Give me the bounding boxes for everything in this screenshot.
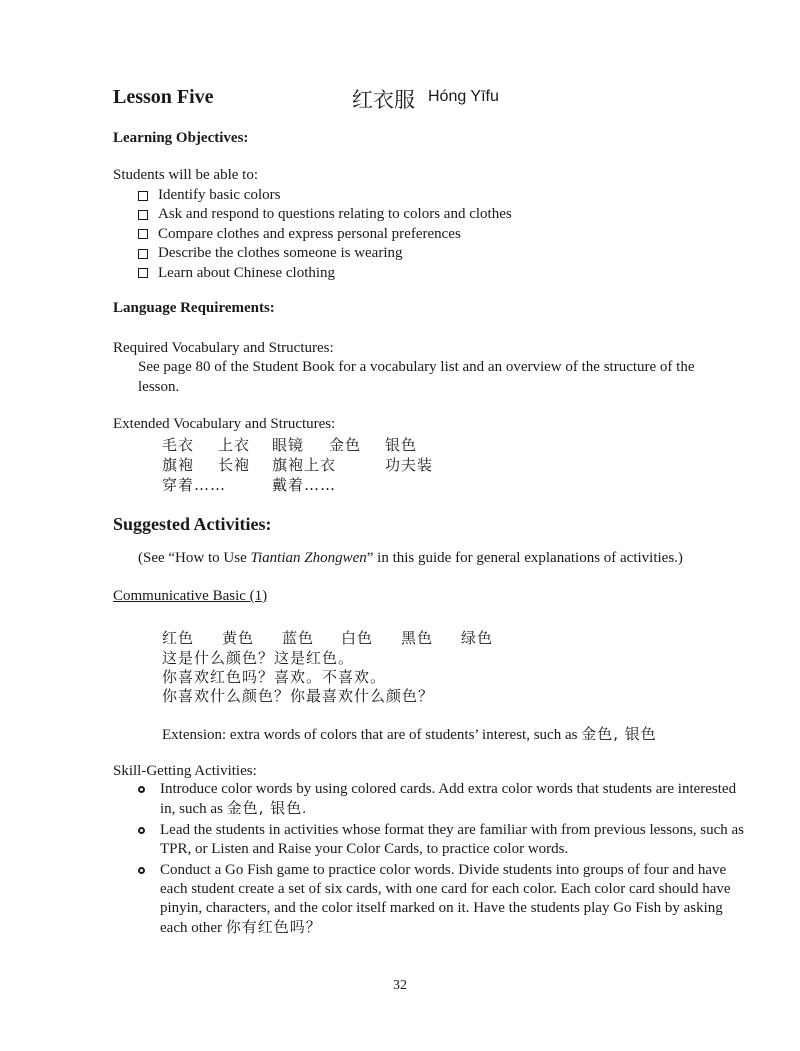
sentence: 这是什么颜色？这是红色。 (162, 649, 355, 667)
checkbox-icon (138, 249, 148, 259)
objectives-intro: Students will be able to: (113, 167, 258, 183)
skill-item: Lead the students in activities whose format they are familiar with from previous lessons, such as TPR, or Listen and Raise your Color Cards, to practice color words. (138, 821, 750, 859)
objective-item: Ask and respond to questions relating to colors and clothes (138, 205, 512, 224)
objectives-heading: Learning Objectives: (113, 130, 249, 146)
lesson-title-chinese: 红衣服 (352, 88, 415, 112)
checkbox-icon (138, 229, 148, 239)
bullet-icon (138, 786, 145, 793)
lesson-title-pinyin: Hóng Yīfu (428, 88, 499, 105)
document-page: Lesson Five 红衣服 Hóng Yīfu Learning Objectives: Students will be able to: Identify basic colors Ask and respond to questions relating to colors and clothes Compare clothes and express personal preferences Describe the clothes someone is wearing Learn about Chinese clothing Language Requirements: Required Vocabulary and Structures: See page 80 of the Student Book for a vocabulary list and an overview of the structure of the lesson. Extended Vocabulary and Structures: 毛衣 上衣 眼镜 金色 银色 旗袍 长袍 旗袍上衣 功夫装 穿着…… 戴着…… Suggested Activities: (See “How to Use Tiantian Zhongwen” in this guide for general explanations of activities.) Communicative Basic (1) 红色 黄色 蓝色 白色 黑色 绿色 这是什么颜色？这是红色。 你喜欢红色吗？喜欢。不喜欢。 你喜欢什么颜色？你最喜欢什么颜色？ Extension: extra words of colors that are of students’ interest, such as 金色, 银色 Skill-Getting Activities: Introduce color words by using colored cards. Add extra color words that students are interested in, such as 金色, 银色. Lead the students in activities whose format they are familiar with from previous lessons, such as TPR, or Listen and Raise your Color Cards, to practice color words. Conduct a Go Fish game to practice color words. Divide students into groups of four and have each student create a set of six cards, with one card for each color. Each color card should have pinyin, characters, and the color itself marked on it. Have the students play Go Fish by asking each other 你有红色吗？ 32 (0, 0, 800, 1051)
objective-item: Describe the clothes someone is wearing (138, 244, 512, 263)
checkbox-icon (138, 191, 148, 201)
checkbox-icon (138, 268, 148, 278)
language-heading: Language Requirements: (113, 300, 275, 316)
page-number: 32 (393, 978, 407, 993)
extension-line: Extension: extra words of colors that are of students’ interest, such as 金色, 银色 (162, 725, 657, 743)
activities-heading: Suggested Activities: (113, 514, 272, 534)
required-text: See page 80 of the Student Book for a vocabulary list and an overview of the structure of the lesson. (138, 359, 695, 395)
activities-note: (See “How to Use Tiantian Zhongwen” in this guide for general explanations of activities.) (138, 550, 683, 566)
checkbox-icon (138, 210, 148, 220)
skill-list (138, 780, 750, 940)
skill-item: Introduce color words by using colored cards. Add extra color words that students are interested in, such as 金色, 银色. (138, 780, 750, 819)
objectives-list (138, 186, 512, 283)
sentence: 你喜欢红色吗？喜欢。不喜欢。 (162, 668, 387, 686)
skill-item: Conduct a Go Fish game to practice color words. Divide students into groups of four and have each student create a set of six cards, with one card for each color. Each color card should have pinyin, characters, and the color itself marked on it. Have the students play Go Fish by asking each other 你有红色吗？ (138, 861, 750, 938)
objective-item: Identify basic colors (138, 186, 512, 205)
bullet-icon (138, 827, 145, 834)
extended-label: Extended Vocabulary and Structures: (113, 416, 336, 432)
sentence: 你喜欢什么颜色？你最喜欢什么颜色？ (162, 687, 435, 705)
skill-heading: Skill-Getting Activities: (113, 763, 257, 779)
required-label: Required Vocabulary and Structures: (113, 340, 334, 356)
objective-item: Compare clothes and express personal preferences (138, 225, 512, 244)
section-title: Communicative Basic (1) (113, 588, 268, 604)
bullet-icon (138, 867, 145, 874)
lesson-title: Lesson Five (113, 86, 214, 108)
objective-item: Learn about Chinese clothing (138, 264, 512, 283)
